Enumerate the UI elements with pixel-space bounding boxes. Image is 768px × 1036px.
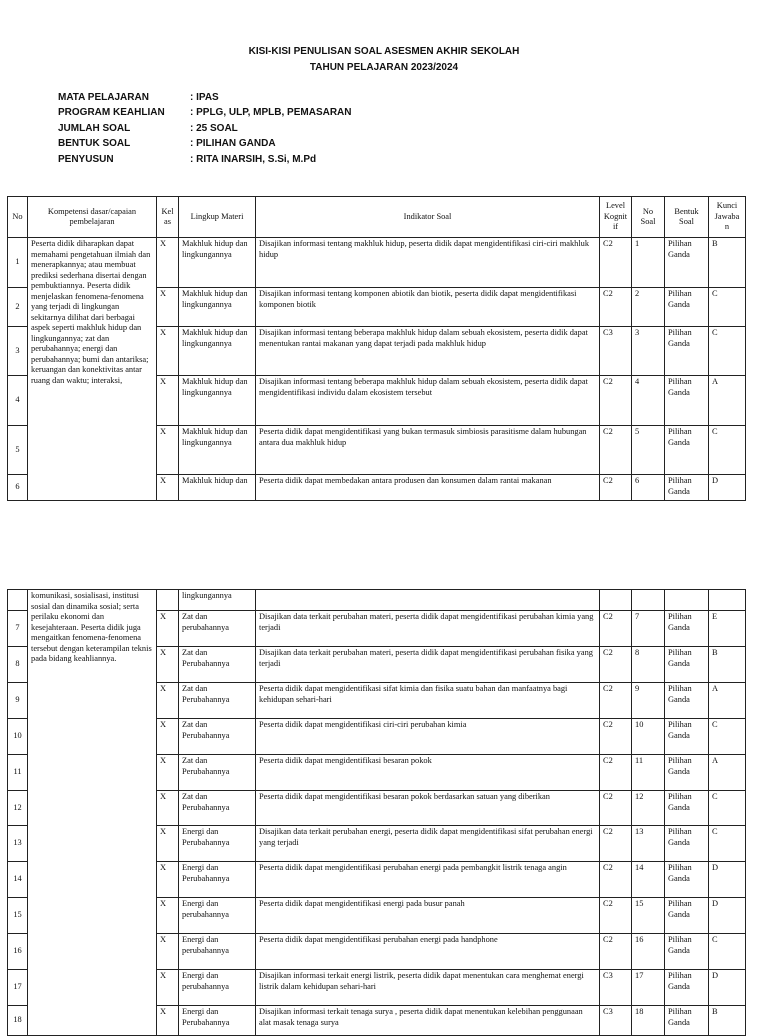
no-soal-cell: 13	[632, 826, 665, 862]
no-soal-cell: 6	[632, 475, 665, 501]
row-number: 7	[8, 611, 28, 647]
kisi-table-part2	[7, 589, 746, 1036]
level-cell: C2	[600, 755, 632, 791]
kelas-cell: X	[157, 970, 179, 1006]
kelas-cell: X	[157, 755, 179, 791]
meta-value: : PPLG, ULP, MPLB, PEMASARAN	[190, 107, 352, 119]
level-cell: C3	[600, 327, 632, 376]
no-soal-cell: 15	[632, 898, 665, 934]
kunci-cell: B	[709, 647, 746, 683]
indikator-cell: Peserta didik dapat mengidentifikasi besaran pokok	[256, 755, 600, 791]
no-soal-cell: 10	[632, 719, 665, 755]
lingkup-cell: Energi dan perubahannya	[179, 898, 256, 934]
row-number: 18	[8, 1006, 28, 1036]
bentuk-cell: Pilihan Ganda	[665, 426, 709, 475]
indikator-cell: Disajikan informasi terkait energi listrik, peserta didik dapat menentukan cara menghemat energi listrik dalam kehidupan sehari-hari	[256, 970, 600, 1006]
kunci-cell: E	[709, 611, 746, 647]
empty-cell	[600, 590, 632, 611]
no-soal-cell: 17	[632, 970, 665, 1006]
no-soal-cell: 2	[632, 288, 665, 327]
kunci-cell: D	[709, 970, 746, 1006]
no-soal-cell: 3	[632, 327, 665, 376]
row-number: 15	[8, 898, 28, 934]
document-subtitle: TAHUN PELAJARAN 2023/2024	[309, 62, 459, 73]
indikator-cell: Disajikan data terkait perubahan materi, peserta didik dapat mengidentifikasi perubahan fisika yang terjadi	[256, 647, 600, 683]
lingkup-cell: Energi dan Perubahannya	[179, 1006, 256, 1036]
kunci-cell: A	[709, 755, 746, 791]
indikator-cell: Disajikan informasi tentang komponen abiotik dan biotik, peserta didik dapat mengidentifikasi komponen biotik	[256, 288, 600, 327]
bentuk-cell: Pilihan Ganda	[665, 970, 709, 1006]
level-cell: C2	[600, 647, 632, 683]
row-number: 14	[8, 862, 28, 898]
meta-label: PROGRAM KEAHLIAN	[58, 107, 165, 119]
kunci-cell: C	[709, 826, 746, 862]
continued-row	[8, 590, 746, 611]
kelas-cell: X	[157, 376, 179, 426]
level-cell: C2	[600, 376, 632, 426]
row-number: 9	[8, 683, 28, 719]
lingkup-cell: Zat dan Perubahannya	[179, 755, 256, 791]
meta-row	[58, 92, 352, 107]
no-soal-cell: 16	[632, 934, 665, 970]
kunci-cell: C	[709, 934, 746, 970]
level-cell: C3	[600, 1006, 632, 1036]
no-soal-cell: 5	[632, 426, 665, 475]
level-cell: C3	[600, 970, 632, 1006]
meta-value: : RITA INARSIH, S.Si, M.Pd	[190, 153, 317, 165]
header-lingkup: Lingkup Materi	[179, 197, 256, 238]
no-soal-cell: 8	[632, 647, 665, 683]
row-number: 16	[8, 934, 28, 970]
bentuk-cell: Pilihan Ganda	[665, 683, 709, 719]
level-cell: C2	[600, 934, 632, 970]
indikator-cell: Peserta didik dapat mengidentifikasi perubahan energi pada handphone	[256, 934, 600, 970]
meta-row	[58, 154, 352, 169]
level-cell: C2	[600, 719, 632, 755]
row-number: 6	[8, 475, 28, 501]
level-cell: C2	[600, 683, 632, 719]
kelas-cell: X	[157, 683, 179, 719]
empty-cell	[709, 590, 746, 611]
kelas-cell: X	[157, 426, 179, 475]
no-soal-cell: 4	[632, 376, 665, 426]
bentuk-cell: Pilihan Ganda	[665, 1006, 709, 1036]
kelas-cell: X	[157, 791, 179, 826]
level-cell: C2	[600, 862, 632, 898]
kelas-cell: X	[157, 1006, 179, 1036]
row-number: 3	[8, 327, 28, 376]
indikator-cell: Disajikan data terkait perubahan materi, peserta didik dapat mengidentifikasi perubahan kimia yang terjadi	[256, 611, 600, 647]
level-cell: C2	[600, 791, 632, 826]
no-soal-cell: 18	[632, 1006, 665, 1036]
level-cell: C2	[600, 238, 632, 288]
lingkup-cell: Makhluk hidup dan lingkungannya	[179, 238, 256, 288]
lingkup-cell: Zat dan perubahannya	[179, 611, 256, 647]
kunci-cell: A	[709, 376, 746, 426]
indikator-cell: Peserta didik dapat mengidentifikasi ciri-ciri perubahan kimia	[256, 719, 600, 755]
level-cell: C2	[600, 611, 632, 647]
meta-label: PENYUSUN	[58, 153, 114, 165]
bentuk-cell: Pilihan Ganda	[665, 791, 709, 826]
document-title: KISI-KISI PENULISAN SOAL ASESMEN AKHIR SEKOLAH	[248, 46, 520, 57]
indikator-cell: Peserta didik dapat mengidentifikasi besaran pokok berdasarkan satuan yang diberikan	[256, 791, 600, 826]
kompetensi-cell: Peserta didik diharapkan dapat memahami pengetahuan ilmiah dan menerapkannya; atau membuat prediksi sederhana disertai dengan pembuktiannya. Peserta didik menjelaskan fenomena-fenomena yang terjadi di lingkungan sekitarnya dilihat dari berbagai aspek seperti makhluk hidup dan lingkungannya; zat dan perubahannya; energi dan perubahannya; bumi dan antariksa; keruangan dan konektivitas antar ruang dan waktu; interaksi,	[28, 238, 157, 501]
row-number: 11	[8, 755, 28, 791]
kelas-cell: X	[157, 611, 179, 647]
bentuk-cell: Pilihan Ganda	[665, 934, 709, 970]
indikator-cell: Disajikan data terkait perubahan energi, peserta didik dapat mengidentifikasi sifat perubahan energi yang terjadi	[256, 826, 600, 862]
meta-value: : 25 SOAL	[190, 122, 238, 134]
indikator-cell: Peserta didik dapat mengidentifikasi energi pada busur panah	[256, 898, 600, 934]
level-cell: C2	[600, 826, 632, 862]
lingkup-cell: Zat dan Perubahannya	[179, 683, 256, 719]
lingkup-cell: Makhluk hidup dan lingkungannya	[179, 288, 256, 327]
meta-value: : PILIHAN GANDA	[190, 138, 276, 150]
header-kompetensi: Kompetensi dasar/capaian pembelajaran	[28, 197, 157, 238]
meta-label: BENTUK SOAL	[58, 138, 131, 150]
lingkup-cell: Zat dan Perubahannya	[179, 719, 256, 755]
header-level: Level Kognit if	[600, 197, 632, 238]
meta-label: JUMLAH SOAL	[58, 122, 131, 134]
meta-row	[58, 123, 352, 138]
bentuk-cell: Pilihan Ganda	[665, 647, 709, 683]
empty-cell	[665, 590, 709, 611]
empty-cell	[632, 590, 665, 611]
kunci-cell: C	[709, 426, 746, 475]
indikator-cell: Disajikan informasi tentang makhluk hidup, peserta didik dapat mengidentifikasi ciri-ciri makhluk hidup	[256, 238, 600, 288]
bentuk-cell: Pilihan Ganda	[665, 288, 709, 327]
no-soal-cell: 14	[632, 862, 665, 898]
meta-value: : IPAS	[190, 92, 219, 103]
meta-row	[58, 107, 352, 122]
kelas-cell: X	[157, 826, 179, 862]
bentuk-cell: Pilihan Ganda	[665, 862, 709, 898]
indikator-cell: Peserta didik dapat mengidentifikasi perubahan energi pada pembangkit listrik tenaga angin	[256, 862, 600, 898]
kelas-cell: X	[157, 898, 179, 934]
header-kelas: Kel as	[157, 197, 179, 238]
level-cell: C2	[600, 288, 632, 327]
header-no: No	[8, 197, 28, 238]
kompetensi-cell: komunikasi, sosialisasi, institusi sosial dan dinamika sosial; serta perilaku ekonomi dan kesejahteraan. Peserta didik juga mengaitkan fenomena-fenomena tersebut dengan keterampilan teknis pada bidang keahliannya.	[28, 590, 157, 1036]
indikator-cell: Disajikan informasi tentang beberapa makhluk hidup dalam sebuah ekosistem, peserta didik dapat mengidentifikasi individu dalam ekosistem tersebut	[256, 376, 600, 426]
row-number: 1	[8, 238, 28, 288]
kunci-cell: C	[709, 327, 746, 376]
kunci-cell: B	[709, 238, 746, 288]
bentuk-cell: Pilihan Ganda	[665, 826, 709, 862]
kelas-cell: X	[157, 934, 179, 970]
kunci-cell: B	[709, 1006, 746, 1036]
header-no-soal: No Soal	[632, 197, 665, 238]
kelas-cell: X	[157, 719, 179, 755]
no-soal-cell: 12	[632, 791, 665, 826]
empty-cell	[157, 590, 179, 611]
bentuk-cell: Pilihan Ganda	[665, 898, 709, 934]
lingkup-cell: lingkungannya	[179, 590, 256, 611]
lingkup-cell: Energi dan Perubahannya	[179, 826, 256, 862]
no-soal-cell: 7	[632, 611, 665, 647]
lingkup-cell: Energi dan perubahannya	[179, 970, 256, 1006]
indikator-cell: Peserta didik dapat mengidentifikasi sifat kimia dan fisika suatu bahan dan manfaatnya bagi kehidupan sehari-hari	[256, 683, 600, 719]
header-kunci: Kunci Jawaba n	[709, 197, 746, 238]
empty-cell	[256, 590, 600, 611]
kelas-cell: X	[157, 238, 179, 288]
indikator-cell: Peserta didik dapat mengidentifikasi yang bukan termasuk simbiosis parasitisme dalam hubungan antara dua makhluk hidup	[256, 426, 600, 475]
kunci-cell: D	[709, 475, 746, 501]
level-cell: C2	[600, 475, 632, 501]
bentuk-cell: Pilihan Ganda	[665, 327, 709, 376]
row-number: 10	[8, 719, 28, 755]
header-bentuk: Bentuk Soal	[665, 197, 709, 238]
header-indikator: Indikator Soal	[256, 197, 600, 238]
bentuk-cell: Pilihan Ganda	[665, 376, 709, 426]
meta-label: MATA PELAJARAN	[58, 92, 149, 103]
row-number: 5	[8, 426, 28, 475]
no-soal-cell: 11	[632, 755, 665, 791]
indikator-cell: Disajikan informasi terkait tenaga surya , peserta didik dapat menentukan kelebihan penggunaan alat masak tenaga surya	[256, 1006, 600, 1036]
level-cell: C2	[600, 426, 632, 475]
lingkup-cell: Zat dan Perubahannya	[179, 647, 256, 683]
bentuk-cell: Pilihan Ganda	[665, 611, 709, 647]
bentuk-cell: Pilihan Ganda	[665, 475, 709, 501]
kunci-cell: C	[709, 791, 746, 826]
kelas-cell: X	[157, 862, 179, 898]
kisi-table-part1	[7, 196, 746, 501]
row-number: 17	[8, 970, 28, 1006]
kunci-cell: D	[709, 898, 746, 934]
lingkup-cell: Zat dan Perubahannya	[179, 791, 256, 826]
row-number: 4	[8, 376, 28, 426]
indikator-cell: Peserta didik dapat membedakan antara produsen dan konsumen dalam rantai makanan	[256, 475, 600, 501]
bentuk-cell: Pilihan Ganda	[665, 238, 709, 288]
meta-block	[58, 92, 352, 169]
row-number: 13	[8, 826, 28, 862]
lingkup-cell: Makhluk hidup dan lingkungannya	[179, 426, 256, 475]
kunci-cell: C	[709, 288, 746, 327]
kelas-cell: X	[157, 647, 179, 683]
lingkup-cell: Makhluk hidup dan lingkungannya	[179, 376, 256, 426]
row-number: 8	[8, 647, 28, 683]
empty-cell	[8, 590, 28, 611]
kunci-cell: A	[709, 683, 746, 719]
lingkup-cell: Energi dan perubahannya	[179, 934, 256, 970]
no-soal-cell: 1	[632, 238, 665, 288]
kelas-cell: X	[157, 475, 179, 501]
kelas-cell: X	[157, 327, 179, 376]
row-number: 12	[8, 791, 28, 826]
kunci-cell: D	[709, 862, 746, 898]
lingkup-cell: Makhluk hidup dan lingkungannya	[179, 327, 256, 376]
indikator-cell: Disajikan informasi tentang beberapa makhluk hidup dalam sebuah ekosistem, peserta didik dapat menentukan rantai makanan yang dapat terjadi pada makhluk hidup	[256, 327, 600, 376]
row-number: 2	[8, 288, 28, 327]
bentuk-cell: Pilihan Ganda	[665, 719, 709, 755]
lingkup-cell: Energi dan Perubahannya	[179, 862, 256, 898]
no-soal-cell: 9	[632, 683, 665, 719]
kelas-cell: X	[157, 288, 179, 327]
kunci-cell: C	[709, 719, 746, 755]
meta-row	[58, 138, 352, 153]
table-row	[8, 238, 746, 288]
level-cell: C2	[600, 898, 632, 934]
bentuk-cell: Pilihan Ganda	[665, 755, 709, 791]
lingkup-cell: Makhluk hidup dan	[179, 475, 256, 501]
